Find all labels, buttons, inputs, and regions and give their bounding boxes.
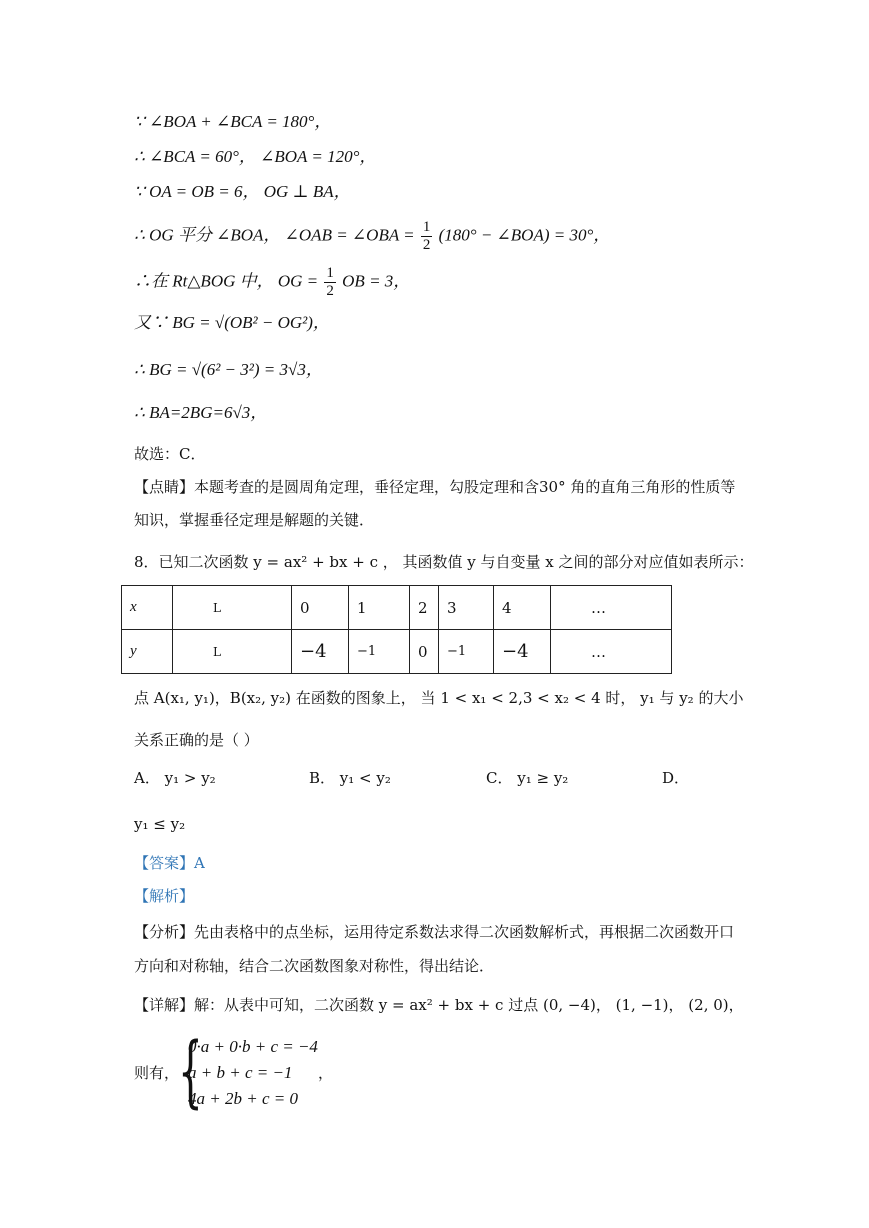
table-cell: 3 [439,586,494,630]
tip-line-1: 【点睛】本题考查的是圆周角定理，垂径定理，勾股定理和含30° 角的直角三角形的性质等 [134,478,736,496]
option-d: D． [662,769,690,787]
table-cell: L [173,630,292,674]
line-choose: 故选：C． [134,445,206,463]
line-bg-value: ∴ BG = √(6² − 3²) = 3√3， [134,360,323,379]
equation-3: 4a + 2b + c = 0 [188,1089,298,1108]
line-oa-ob: ∵ OA = OB = 6， OG ⊥ BA， [134,182,351,201]
line-rt-triangle-a: ∴在 Rt△BOG 中， OG = [134,271,319,291]
fraction-numerator: 1 [422,219,431,235]
equation-1: 0·a + 0·b + c = −4 [188,1037,318,1056]
answer-heading: 【答案】A [134,854,205,872]
analysis-line-1: 【分析】先由表格中的点坐标，运用待定系数法求得二次函数解析式，再根据二次函数开口 [134,923,735,941]
option-d-value: y₁ ≤ y₂ [134,815,186,833]
line-bg-formula: 又∵ BG = √(OB² − OG²)， [134,313,330,332]
line-rt-triangle-b: OB = 3， [342,271,411,291]
option-b: B． y₁ < y₂ [309,769,391,787]
table-cell: 1 [349,586,410,630]
value-table [121,585,672,674]
analysis-line-2: 方向和对称轴，结合二次函数图象对称性，得出结论． [134,957,495,975]
then-label: 则有， [134,1064,180,1082]
table-cell: 4 [494,586,551,630]
option-a: A． y₁ > y₂ [134,769,216,787]
table-cell: y [122,630,173,674]
table-cell: L [173,586,292,630]
table-cell: x [122,586,173,630]
fraction-denominator: 2 [422,237,431,253]
line-angle-sum: ∵ ∠BOA + ∠BCA = 180°， [134,112,332,131]
line-rt-triangle [134,265,410,300]
detail-line: 【详解】解：从表中可知，二次函数 y = ax² + bx + c 过点 (0, −4)， (1, −1)， (2, 0)， [134,996,744,1014]
table-cell: −1 [349,630,410,674]
equation-2: a + b + c = −1 [188,1063,293,1082]
table-cell: −4 [292,630,349,674]
system-brace: { [178,1027,203,1117]
question-8: 8．已知二次函数 y = ax² + bx + c ， 其函数值 y 与自变量 x 之间的部分对应值如表所示： [134,553,754,571]
line-angle-values: ∴ ∠BCA = 60°， ∠BOA = 120°， [134,147,377,166]
fraction-half [421,219,433,254]
table-cell: 2 [410,586,439,630]
table-cell: … [551,586,672,630]
table-cell: −4 [494,630,551,674]
fraction-numerator-2: 1 [326,265,334,281]
table-row-x [122,586,672,630]
tip-line-2: 知识，掌握垂径定理是解题的关键． [134,511,375,529]
system-comma: ， [318,1064,334,1082]
question-8-condition: 点 A(x₁, y₁)，B(x₂, y₂) 在函数的图象上， 当 1 < x₁ < 2,3 < x₂ < 4 时， y₁ 与 y₂ 的大小 [134,689,744,707]
table-cell: 0 [410,630,439,674]
fraction-half-2 [324,265,336,300]
line-ba-value: ∴ BA=2BG=6√3， [134,403,268,422]
question-8-prompt: 关系正确的是（ ） [134,731,259,749]
option-c: C． y₁ ≥ y₂ [486,769,569,787]
fraction-denominator-2: 2 [326,283,334,299]
line-og-bisect-b: (180° − ∠BOA) = 30°， [438,225,611,245]
table-cell: … [551,630,672,674]
line-og-bisect [134,219,610,254]
analysis-heading: 【解析】 [134,887,195,905]
table-row-y [122,630,672,674]
table-cell: −1 [439,630,494,674]
table-cell: 0 [292,586,349,630]
line-og-bisect-a: ∴ OG 平分 ∠BOA， ∠OAB = ∠OBA = [134,225,415,245]
